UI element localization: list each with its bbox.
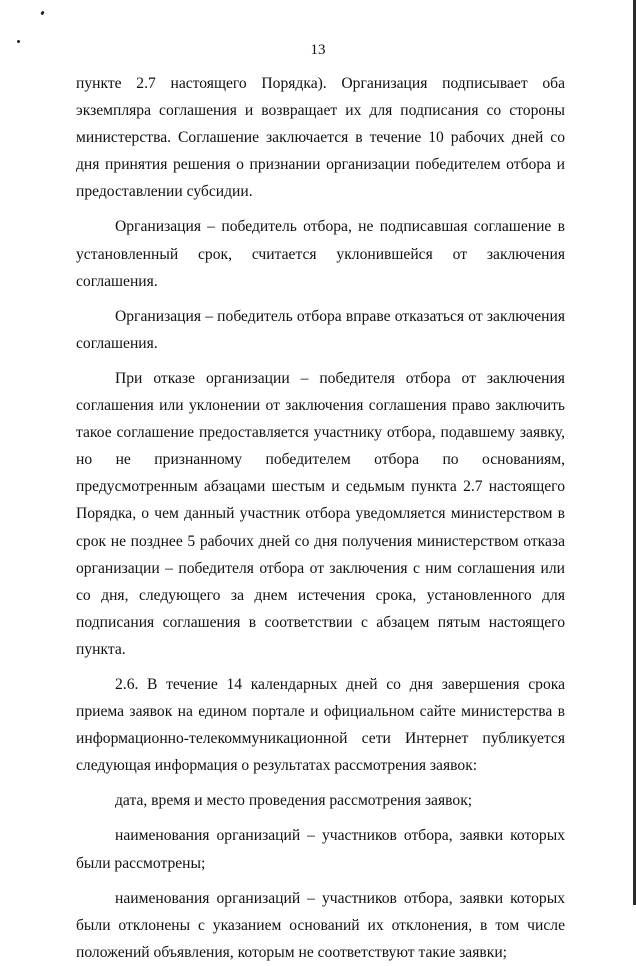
paragraph: наименования организаций – участников отбора, заявки которых были отклонены с указанием оснований их отклонения, в том числе положений объявления, которым не соответствуют такие заявки; bbox=[76, 889, 565, 961]
document-body bbox=[76, 70, 565, 966]
paragraph: Организация – победитель отбора, не подписавшая соглашение в установленный срок, считается уклонившейся от заключения соглашения. bbox=[76, 218, 565, 290]
paragraph: 2.6. В течение 14 календарных дней со дня завершения срока приема заявок на едином портале и официальном сайте министерства в информационно-телекоммуникационной сети Интернет публикуется следующая информация о результатах рассмотрения заявок: bbox=[76, 675, 565, 775]
page-number: 13 bbox=[310, 42, 326, 58]
scan-speck bbox=[40, 11, 45, 16]
paragraph: наименования организаций – участников отбора, заявки которых были рассмотрены; bbox=[76, 827, 565, 872]
paragraph: пункте 2.7 настоящего Порядка). Организация подписывает оба экземпляра соглашения и возвращает их для подписания со стороны министерства. Соглашение заключается в течение 10 рабочих дней со дня принятия решения о признании организации победителем отбора и предоставлении субсидии. bbox=[76, 75, 565, 201]
paragraph: Организация – победитель отбора вправе отказаться от заключения соглашения. bbox=[76, 307, 565, 352]
paragraph: При отказе организации – победителя отбора от заключения соглашения или уклонении от заключения соглашения право заключить такое соглашение предоставляется участнику отбора, подавшему заявку, но не признанному победителем отбора по основаниям, предусмотренным абзацами шестым и седьмым пункта 2.7 настоящего Порядка, о чем данный участник отбора уведомляется министерством в срок не позднее 5 рабочих дней со дня получения министерством отказа организации – победителя отбора от заключения с ним соглашения или со дня, следующего за днем истечения срока, установленного для подписания соглашения в соответствии с абзацем пятым настоящего пункта. bbox=[76, 369, 565, 658]
paragraph: дата, время и место проведения рассмотрения заявок; bbox=[115, 792, 473, 810]
